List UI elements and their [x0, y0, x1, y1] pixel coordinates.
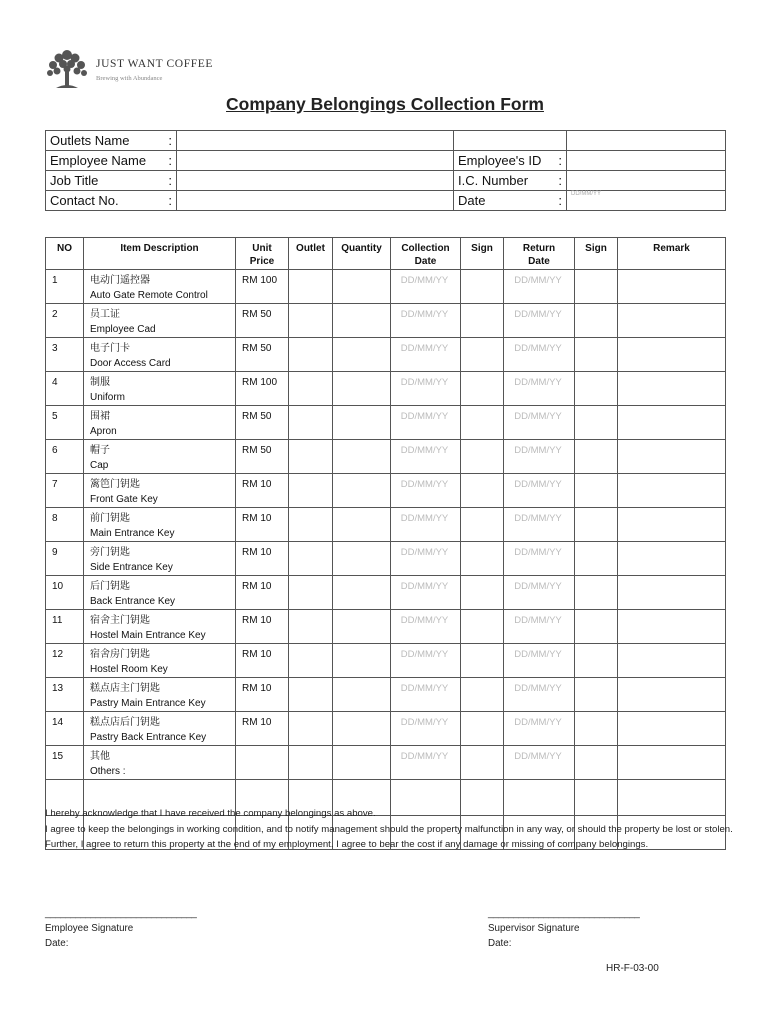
item-english-name: Front Gate Key [90, 494, 158, 505]
row-collection-date[interactable] [391, 610, 461, 644]
item-english-name: Apron [90, 426, 117, 437]
item-english-name: Uniform [90, 392, 126, 403]
row-quantity[interactable] [333, 746, 391, 780]
row-return-date[interactable] [504, 372, 575, 406]
row-return-date[interactable] [504, 644, 575, 678]
employee-signature-block [45, 906, 196, 951]
row-remark[interactable] [618, 746, 726, 780]
table-row [46, 678, 726, 712]
row-collection-date[interactable] [391, 440, 461, 474]
row-remark[interactable] [618, 474, 726, 508]
ack-line-2: I agree to keep the belongings in working condition, and to notify management should the property malfunction in any way, or should the property be lost or stolen. Further, I agree to return this property at the end of my employment. I agree to bear the cost if any damage or missing of company belongings. [45, 823, 733, 850]
signature-line[interactable]: ______________________________ [45, 908, 197, 919]
row-unit-price: RM 10 [236, 712, 289, 746]
row-unit-price: RM 100 [236, 270, 289, 304]
contact-no-label: Contact No. : [46, 191, 177, 211]
supervisor-signature-label: Supervisor Signature [488, 923, 580, 934]
table-row [46, 474, 726, 508]
item-english-name: Side Entrance Key [90, 562, 173, 573]
row-outlet[interactable] [289, 610, 333, 644]
row-sign2[interactable] [575, 644, 618, 678]
item-english-name: Pastry Back Entrance Key [90, 732, 207, 743]
row-return-date[interactable] [504, 304, 575, 338]
row-collection-date[interactable] [391, 508, 461, 542]
row-return-date[interactable] [504, 270, 575, 304]
row-item [84, 508, 236, 542]
row-outlet[interactable] [289, 712, 333, 746]
row-no: 7 [46, 474, 84, 508]
item-chinese-name: 后门钥匙 [90, 581, 130, 592]
date-placeholder: DD/MM/YY [514, 411, 562, 422]
col-item-header: Item Description [84, 238, 236, 270]
row-sign2[interactable] [575, 678, 618, 712]
row-collection-date[interactable] [391, 644, 461, 678]
employee-id-label: Employee's ID : [454, 151, 567, 171]
item-english-name: Others : [90, 766, 126, 777]
row-no: 5 [46, 406, 84, 440]
item-english-name: Hostel Room Key [90, 664, 168, 675]
item-english-name: Hostel Main Entrance Key [90, 630, 206, 641]
row-no: 9 [46, 542, 84, 576]
row-unit-price [236, 746, 289, 780]
row-sign2[interactable] [575, 338, 618, 372]
row-no: 12 [46, 644, 84, 678]
col-quantity-header: Quantity [333, 238, 391, 270]
row-outlet[interactable] [289, 576, 333, 610]
row-sign2[interactable] [575, 508, 618, 542]
date-placeholder: DD/MM/YY [514, 649, 562, 660]
employee-name-field[interactable] [177, 151, 454, 171]
row-collection-date[interactable] [391, 270, 461, 304]
col-no-header: NO [46, 238, 84, 270]
row-return-date[interactable] [504, 338, 575, 372]
row-sign2[interactable] [575, 304, 618, 338]
supervisor-signature-block [488, 906, 639, 951]
row-no: 14 [46, 712, 84, 746]
row-sign2[interactable] [575, 542, 618, 576]
date-placeholder: DD/MM/YY [400, 275, 449, 286]
item-english-name: Main Entrance Key [90, 528, 175, 539]
table-row [46, 338, 726, 372]
row-collection-date[interactable] [391, 712, 461, 746]
row-remark[interactable] [618, 338, 726, 372]
table-header-row [46, 238, 726, 270]
row-quantity[interactable] [333, 712, 391, 746]
belongings-table [45, 237, 726, 850]
row-sign2[interactable] [575, 576, 618, 610]
item-english-name: Pastry Main Entrance Key [90, 698, 206, 709]
row-sign[interactable] [461, 678, 504, 712]
row-remark[interactable] [618, 372, 726, 406]
row-item [84, 406, 236, 440]
date-label: Date : [454, 191, 567, 211]
row-quantity[interactable] [333, 644, 391, 678]
row-collection-date[interactable] [391, 576, 461, 610]
row-quantity[interactable] [333, 508, 391, 542]
item-chinese-name: 糕点店后门钥匙 [90, 717, 160, 728]
table-row [46, 576, 726, 610]
row-quantity[interactable] [333, 270, 391, 304]
row-return-date[interactable] [504, 576, 575, 610]
row-outlet[interactable] [289, 644, 333, 678]
row-return-date[interactable] [504, 746, 575, 780]
row-collection-date[interactable] [391, 678, 461, 712]
date-placeholder: DD/MM/YY [400, 377, 449, 388]
col-collection-date-header: Collection Date [391, 238, 461, 270]
row-sign[interactable] [461, 576, 504, 610]
date-placeholder: DD/MM/YY [514, 683, 562, 694]
row-remark[interactable] [618, 440, 726, 474]
row-item [84, 474, 236, 508]
row-outlet[interactable] [289, 338, 333, 372]
row-item [84, 338, 236, 372]
row-remark[interactable] [618, 712, 726, 746]
col-outlet-header: Outlet [289, 238, 333, 270]
date-placeholder: DD/MM/YY [400, 649, 449, 660]
employee-info-table [45, 130, 726, 211]
date-placeholder: DD/MM/YY [400, 411, 449, 422]
row-item [84, 372, 236, 406]
employee-signature-label: Employee Signature [45, 923, 134, 934]
row-sign2[interactable] [575, 474, 618, 508]
row-unit-price: RM 10 [236, 474, 289, 508]
row-unit-price: RM 50 [236, 406, 289, 440]
row-sign2[interactable] [575, 270, 618, 304]
row-sign[interactable] [461, 746, 504, 780]
item-english-name: Door Access Card [90, 358, 171, 369]
row-quantity[interactable] [333, 474, 391, 508]
row-sign[interactable] [461, 372, 504, 406]
row-outlet[interactable] [289, 372, 333, 406]
row-remark[interactable] [618, 542, 726, 576]
date-placeholder: DD/MM/YY [400, 581, 449, 592]
row-collection-date[interactable] [391, 474, 461, 508]
item-chinese-name: 电子门卡 [90, 343, 130, 354]
row-unit-price: RM 50 [236, 304, 289, 338]
row-return-date[interactable] [504, 678, 575, 712]
job-title-field[interactable] [177, 171, 454, 191]
row-item [84, 678, 236, 712]
row-outlet[interactable] [289, 270, 333, 304]
row-item [84, 440, 236, 474]
row-quantity[interactable] [333, 440, 391, 474]
row-unit-price: RM 10 [236, 576, 289, 610]
employee-name-label: Employee Name : [46, 151, 177, 171]
date-placeholder: DD/MM/YY [514, 717, 562, 728]
row-sign[interactable] [461, 440, 504, 474]
item-chinese-name: 帽子 [90, 445, 110, 456]
row-remark[interactable] [618, 576, 726, 610]
date-placeholder: DD/MM/YY [514, 445, 562, 456]
row-sign[interactable] [461, 270, 504, 304]
col-sign-header: Sign [461, 238, 504, 270]
row-sign2[interactable] [575, 746, 618, 780]
row-outlet[interactable] [289, 304, 333, 338]
row-no: 4 [46, 372, 84, 406]
contact-no-field[interactable] [177, 191, 454, 211]
date-placeholder: DD/MM/YY [514, 547, 562, 558]
row-item [84, 712, 236, 746]
row-sign2[interactable] [575, 406, 618, 440]
row-sign[interactable] [461, 610, 504, 644]
row-return-date[interactable] [504, 440, 575, 474]
outlets-name-label: Outlets Name : [46, 131, 177, 151]
row-quantity[interactable] [333, 372, 391, 406]
ic-number-field[interactable] [567, 171, 726, 191]
date-placeholder: DD/MM/YY [514, 581, 562, 592]
row-sign2[interactable] [575, 712, 618, 746]
item-chinese-name: 员工证 [90, 309, 120, 320]
acknowledgement-text [45, 806, 735, 853]
table-row [46, 304, 726, 338]
row-no: 8 [46, 508, 84, 542]
row-item [84, 576, 236, 610]
row-item [84, 304, 236, 338]
row-sign[interactable] [461, 474, 504, 508]
table-row [46, 406, 726, 440]
table-row [46, 610, 726, 644]
row-sign2[interactable] [575, 372, 618, 406]
item-chinese-name: 制服 [90, 377, 110, 388]
item-chinese-name: 宿舍房门钥匙 [90, 649, 150, 660]
table-row [46, 440, 726, 474]
row-sign[interactable] [461, 304, 504, 338]
row-outlet[interactable] [289, 746, 333, 780]
row-remark[interactable] [618, 678, 726, 712]
table-row [46, 542, 726, 576]
col-sign2-header: Sign [575, 238, 618, 270]
row-collection-date[interactable] [391, 338, 461, 372]
form-code: HR-F-03-00 [606, 963, 659, 974]
row-no: 3 [46, 338, 84, 372]
item-chinese-name: 篱笆门钥匙 [90, 479, 140, 490]
row-outlet[interactable] [289, 440, 333, 474]
row-sign[interactable] [461, 338, 504, 372]
date-placeholder: DD/MM/YY [400, 343, 449, 354]
row-remark[interactable] [618, 644, 726, 678]
row-quantity[interactable] [333, 576, 391, 610]
row-return-date[interactable] [504, 508, 575, 542]
date-placeholder: DD/MM/YY [514, 275, 562, 286]
logo-company-name: JUST WANT COFFEE [96, 58, 213, 70]
col-return-date-header: Return Date [504, 238, 575, 270]
item-english-name: Cap [90, 460, 109, 471]
row-outlet[interactable] [289, 542, 333, 576]
row-sign[interactable] [461, 644, 504, 678]
row-collection-date[interactable] [391, 746, 461, 780]
table-row [46, 372, 726, 406]
date-placeholder: DD/MM/YY [514, 513, 562, 524]
date-placeholder: DD/MM/YY [400, 751, 449, 762]
row-no: 6 [46, 440, 84, 474]
row-return-date[interactable] [504, 406, 575, 440]
date-placeholder: DD/MM/YY [514, 615, 562, 626]
date-placeholder: DD/MM/YY [400, 547, 449, 558]
date-field[interactable]: DD/MM/YY [567, 191, 726, 211]
row-outlet[interactable] [289, 474, 333, 508]
date-placeholder: DD/MM/YY [514, 343, 562, 354]
row-unit-price: RM 10 [236, 508, 289, 542]
ack-line-1: I hereby acknowledge that I have received the company belongings as above. [45, 808, 376, 819]
tree-icon [44, 46, 90, 92]
row-return-date[interactable] [504, 474, 575, 508]
supervisor-date-label: Date: [488, 938, 512, 949]
row-outlet[interactable] [289, 678, 333, 712]
row-collection-date[interactable] [391, 372, 461, 406]
row-item [84, 270, 236, 304]
row-item [84, 644, 236, 678]
row-unit-price: RM 10 [236, 644, 289, 678]
row-unit-price: RM 50 [236, 338, 289, 372]
row-collection-date[interactable] [391, 304, 461, 338]
employee-id-field[interactable] [567, 151, 726, 171]
row-outlet[interactable] [289, 406, 333, 440]
row-sign[interactable] [461, 508, 504, 542]
row-sign[interactable] [461, 406, 504, 440]
table-body [46, 270, 726, 850]
row-quantity[interactable] [333, 406, 391, 440]
row-quantity[interactable] [333, 338, 391, 372]
row-quantity[interactable] [333, 678, 391, 712]
table-row [46, 746, 726, 780]
item-chinese-name: 围裙 [90, 411, 110, 422]
row-no: 10 [46, 576, 84, 610]
row-sign2[interactable] [575, 440, 618, 474]
blank-label [454, 131, 567, 151]
row-return-date[interactable] [504, 542, 575, 576]
date-placeholder: DD/MM/YY [400, 717, 449, 728]
row-no: 11 [46, 610, 84, 644]
item-chinese-name: 旁门钥匙 [90, 547, 130, 558]
table-row [46, 270, 726, 304]
row-no: 2 [46, 304, 84, 338]
logo-tagline: Brewing with Abundance [96, 75, 163, 82]
row-no: 13 [46, 678, 84, 712]
row-remark[interactable] [618, 508, 726, 542]
date-placeholder: DD/MM/YY [514, 751, 562, 762]
row-unit-price: RM 50 [236, 440, 289, 474]
row-item [84, 746, 236, 780]
row-remark[interactable] [618, 304, 726, 338]
table-row [46, 508, 726, 542]
row-sign[interactable] [461, 712, 504, 746]
job-title-label: Job Title : [46, 171, 177, 191]
item-chinese-name: 电动门遥控器 [90, 275, 150, 286]
date-placeholder: DD/MM/YY [514, 309, 562, 320]
row-remark[interactable] [618, 270, 726, 304]
row-no: 15 [46, 746, 84, 780]
row-item [84, 610, 236, 644]
ic-number-label: I.C. Number : [454, 171, 567, 191]
row-remark[interactable] [618, 406, 726, 440]
date-placeholder: DD/MM/YY [514, 479, 562, 490]
row-no: 1 [46, 270, 84, 304]
row-collection-date[interactable] [391, 542, 461, 576]
date-placeholder: DD/MM/YY [400, 479, 449, 490]
date-placeholder: DD/MM/YY [400, 513, 449, 524]
row-quantity[interactable] [333, 610, 391, 644]
col-remark-header: Remark [618, 238, 726, 270]
row-unit-price: RM 10 [236, 610, 289, 644]
table-row [46, 644, 726, 678]
item-chinese-name: 其他 [90, 751, 110, 762]
row-remark[interactable] [618, 610, 726, 644]
item-english-name: Employee Cad [90, 324, 156, 335]
row-unit-price: RM 10 [236, 542, 289, 576]
row-collection-date[interactable] [391, 406, 461, 440]
row-return-date[interactable] [504, 610, 575, 644]
row-unit-price: RM 10 [236, 678, 289, 712]
date-placeholder: DD/MM/YY [400, 683, 449, 694]
outlets-name-field[interactable] [177, 131, 454, 151]
blank-field [567, 131, 726, 151]
row-item [84, 542, 236, 576]
col-unit-price-header: Unit Price [236, 238, 289, 270]
date-placeholder: DD/MM/YY [514, 377, 562, 388]
item-english-name: Auto Gate Remote Control [90, 290, 208, 301]
row-unit-price: RM 100 [236, 372, 289, 406]
signature-line[interactable]: ______________________________ [488, 908, 640, 919]
item-chinese-name: 宿舍主门钥匙 [90, 615, 150, 626]
row-quantity[interactable] [333, 542, 391, 576]
row-quantity[interactable] [333, 304, 391, 338]
date-placeholder: DD/MM/YY [400, 615, 449, 626]
company-logo [44, 46, 213, 92]
item-chinese-name: 糕点店主门钥匙 [90, 683, 160, 694]
form-title: Company Belongings Collection Form [226, 94, 544, 114]
table-row [46, 712, 726, 746]
row-sign[interactable] [461, 542, 504, 576]
row-outlet[interactable] [289, 508, 333, 542]
item-chinese-name: 前门钥匙 [90, 513, 130, 524]
date-placeholder: DD/MM/YY [400, 309, 449, 320]
row-return-date[interactable] [504, 712, 575, 746]
item-english-name: Back Entrance Key [90, 596, 176, 607]
employee-date-label: Date: [45, 938, 69, 949]
row-sign2[interactable] [575, 610, 618, 644]
date-placeholder: DD/MM/YY [400, 445, 449, 456]
